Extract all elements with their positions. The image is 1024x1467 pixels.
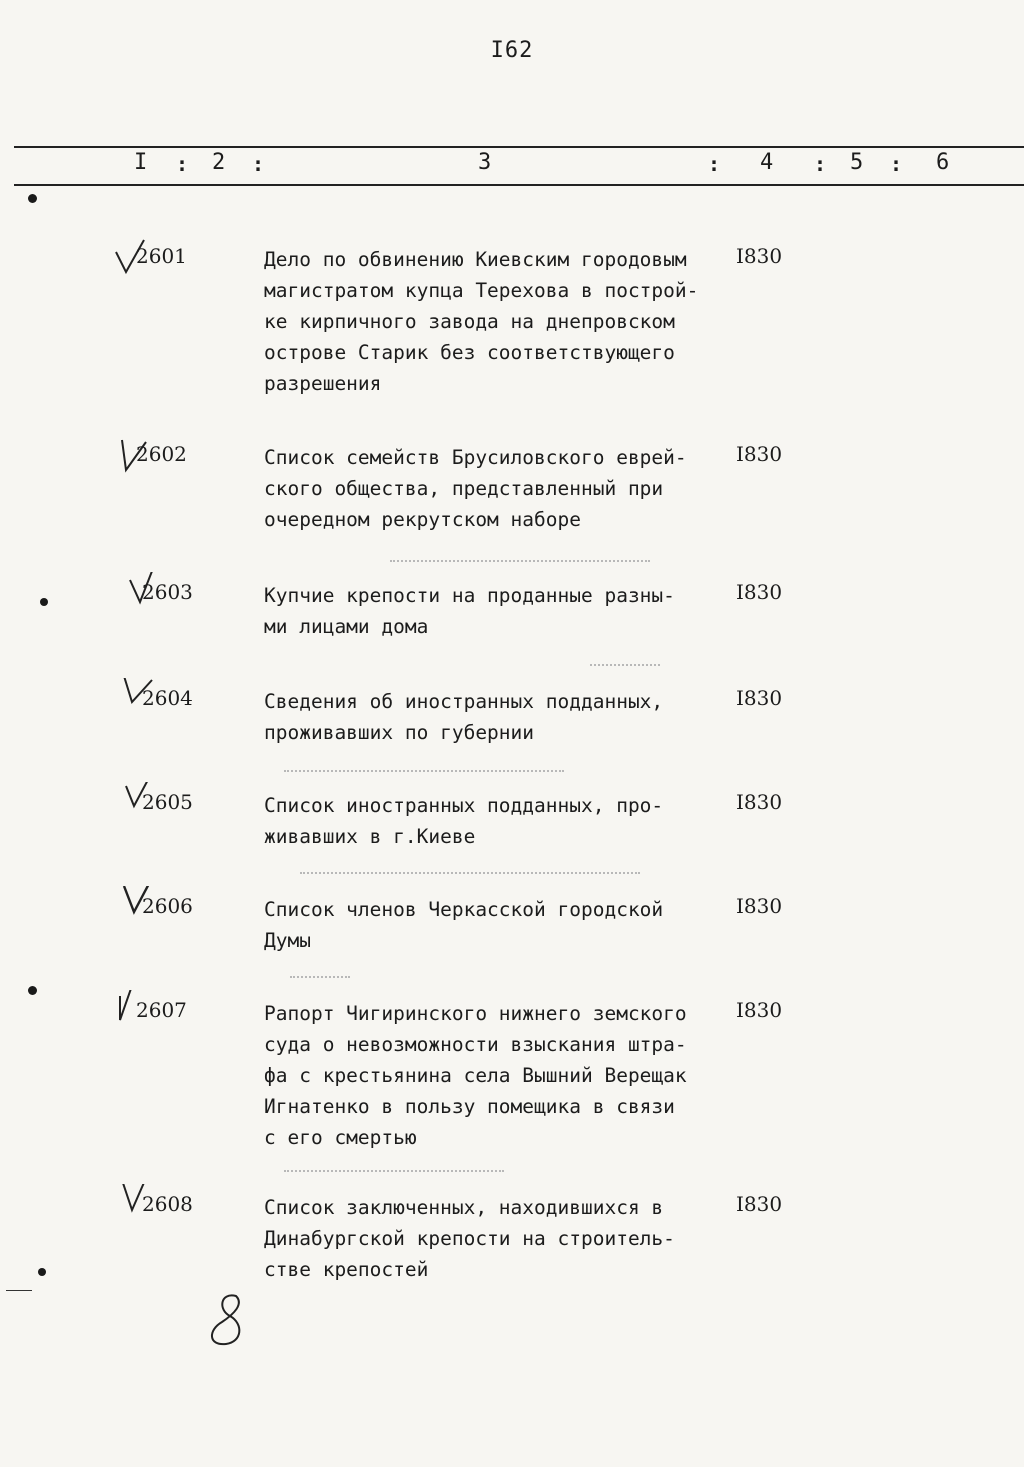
entry-description: Список заключенных, находившихся в Динабургской крепости на строитель- стве крепостей — [264, 1196, 675, 1281]
page-number: I62 — [490, 38, 534, 63]
entry-number: 2606 — [142, 894, 193, 918]
column-separator: : — [814, 152, 827, 176]
handwritten-note-text: 8 — [200, 1290, 201, 1291]
margin-stroke — [6, 1290, 32, 1291]
scan-dots — [590, 664, 660, 670]
entry-number: 2602 — [136, 442, 187, 466]
column-header-6: 6 — [936, 150, 950, 175]
margin-mark — [28, 986, 37, 995]
column-separator: : — [890, 152, 903, 176]
column-header-4: 4 — [760, 150, 774, 175]
entry-number: 2607 — [136, 998, 187, 1022]
column-header-2: 2 — [212, 150, 226, 175]
entry-number: 2603 — [142, 580, 193, 604]
scan-dots — [284, 770, 564, 776]
entry-year: I830 — [736, 442, 783, 466]
header-top-rule — [14, 146, 1024, 148]
entry-number: 2608 — [142, 1192, 193, 1216]
column-separator: : — [176, 152, 189, 176]
entry-description: Список иностранных подданных, про- живавших в г.Киеве — [264, 794, 664, 848]
column-header-3: 3 — [478, 150, 492, 175]
margin-mark — [38, 1268, 46, 1276]
margin-mark — [40, 598, 48, 606]
entry-number: 2605 — [142, 790, 193, 814]
entry-number: 2601 — [136, 244, 187, 268]
entry-description: Сведения об иностранных подданных, проживавших по губернии — [264, 690, 664, 744]
column-header-5: 5 — [850, 150, 864, 175]
handwritten-note — [200, 1290, 260, 1350]
scan-dots — [284, 1170, 504, 1176]
entry-year: I830 — [736, 790, 783, 814]
scan-dots — [300, 872, 640, 878]
entry-number: 2604 — [142, 686, 193, 710]
entry-description: Список членов Черкасской городской Думы — [264, 898, 664, 952]
column-separator: : — [708, 152, 721, 176]
entry-year: I830 — [736, 998, 783, 1022]
column-separator: : — [252, 152, 265, 176]
header-bottom-rule — [14, 184, 1024, 186]
entry-year: I830 — [736, 244, 783, 268]
entry-description: Купчие крепости на проданные разны- ми лицами дома — [264, 584, 675, 638]
margin-mark — [28, 194, 37, 203]
scan-dots — [290, 976, 350, 982]
entry-year: I830 — [736, 894, 783, 918]
entry-description: Дело по обвинению Киевским городовым магистратом купца Терехова в построй- ке кирпичного завода на днепровском острове Старик без соответствующего разрешения — [264, 248, 699, 395]
entry-description: Рапорт Чигиринского нижнего земского суда о невозможности взыскания штра- фа с крестьянина села Вышний Верещак Игнатенко в пользу помещика в связи с его смертью — [264, 1002, 687, 1149]
entry-year: I830 — [736, 1192, 783, 1216]
entry-year: I830 — [736, 686, 783, 710]
entry-year: I830 — [736, 580, 783, 604]
scan-dots — [390, 560, 650, 566]
entry-description: Список семейств Брусиловского еврей- ского общества, представленный при очередном рекрутском наборе — [264, 446, 687, 531]
column-header-1: I — [134, 150, 148, 175]
